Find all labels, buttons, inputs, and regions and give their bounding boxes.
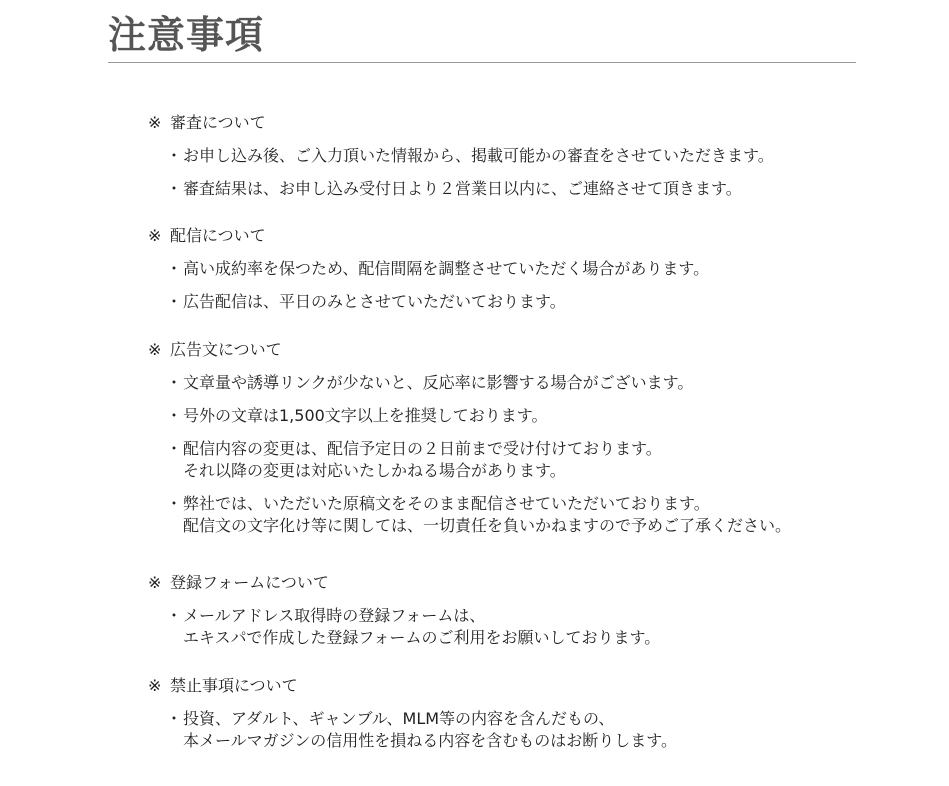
section-delivery: [148, 225, 868, 324]
item-list: [148, 145, 868, 200]
bullet: ・: [166, 292, 183, 311]
section-heading: [148, 225, 868, 247]
section-heading-text: 配信について: [170, 226, 266, 245]
list-item: [148, 438, 868, 482]
item-text: それ以降の変更は対応いたしかねる場合があります。: [183, 461, 566, 480]
item-list: [148, 372, 868, 537]
page-title: 注意事項: [108, 13, 265, 57]
bullet: ・: [166, 439, 183, 458]
list-item: [148, 605, 868, 649]
bullet: ・: [166, 259, 183, 278]
note-mark: ※: [148, 226, 162, 245]
section-heading-text: 広告文について: [170, 340, 282, 359]
item-text: 配信文の文字化け等に関しては、一切責任を負いかねますので予めご了承ください。: [183, 516, 792, 535]
item-list: [148, 708, 868, 752]
bullet: ・: [166, 709, 183, 728]
item-text: 文章量や誘導リンクが少ないと、反応率に影響する場合がございます。: [183, 373, 694, 392]
list-item: [148, 291, 868, 313]
bullet: ・: [166, 606, 183, 625]
item-text: 号外の文章は1,500文字以上を推奨しております。: [183, 406, 548, 425]
item-text: エキスパで作成した登録フォームのご利用をお願いしております。: [183, 628, 661, 647]
section-heading-text: 審査について: [170, 113, 266, 132]
section-heading: [148, 112, 868, 134]
list-item: [148, 258, 868, 280]
item-text: お申し込み後、ご入力頂いた情報から、掲載可能かの審査をさせていただきます。: [183, 146, 774, 165]
bullet: ・: [166, 373, 183, 392]
item-text: メールアドレス取得時の登録フォームは、: [183, 606, 486, 625]
section-ad-copy: [148, 339, 868, 548]
section-heading: [148, 572, 868, 594]
bullet: ・: [166, 406, 183, 425]
section-review: [148, 112, 868, 211]
section-heading-text: 禁止事項について: [170, 676, 298, 695]
title-divider: [108, 62, 856, 63]
note-mark: ※: [148, 573, 162, 592]
list-item: [148, 493, 868, 537]
item-text: 広告配信は、平日のみとさせていただいております。: [183, 292, 566, 311]
item-text: 高い成約率を保つため、配信間隔を調整させていただく場合があります。: [183, 259, 710, 278]
item-text: 弊社では、いただいた原稿文をそのまま配信させていただいております。: [183, 494, 710, 513]
item-list: [148, 258, 868, 313]
item-text: 投資、アダルト、ギャンブル、MLM等の内容を含んだもの、: [183, 709, 615, 728]
note-mark: ※: [148, 676, 162, 695]
note-mark: ※: [148, 113, 162, 132]
item-text: 本メールマガジンの信用性を損ねる内容を含むものはお断りします。: [183, 731, 678, 750]
section-registration-form: [148, 572, 868, 660]
note-mark: ※: [148, 340, 162, 359]
item-text: 配信内容の変更は、配信予定日の２日前まで受け付けております。: [183, 439, 662, 458]
bullet: ・: [166, 146, 183, 165]
bullet: ・: [166, 494, 183, 513]
list-item: [148, 405, 868, 427]
list-item: [148, 178, 868, 200]
item-text: 審査結果は、お申し込み受付日より２営業日以内に、ご連絡させて頂きます。: [183, 179, 742, 198]
section-prohibited: [148, 675, 868, 763]
bullet: ・: [166, 179, 183, 198]
section-heading: [148, 339, 868, 361]
section-heading-text: 登録フォームについて: [170, 573, 329, 592]
list-item: [148, 145, 868, 167]
list-item: [148, 372, 868, 394]
list-item: [148, 708, 868, 752]
section-heading: [148, 675, 868, 697]
item-list: [148, 605, 868, 649]
